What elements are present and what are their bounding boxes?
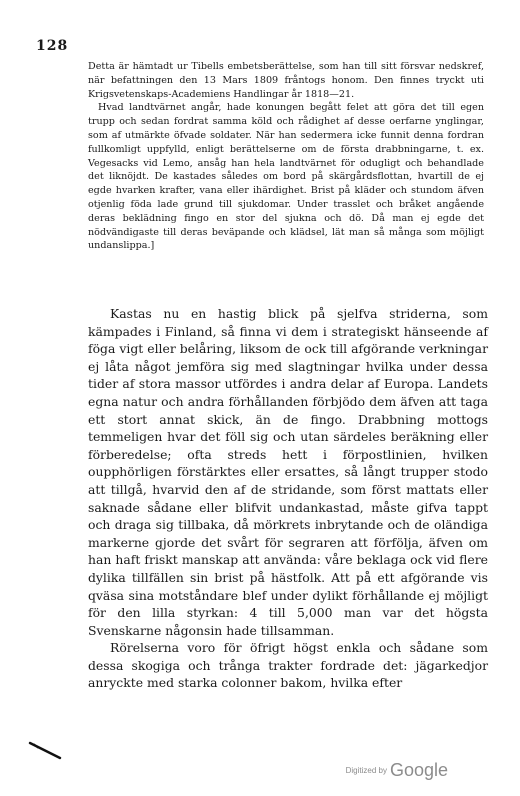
body-paragraph: Rörelserna voro för öfrigt högst enkla och sådane som dessa skogiga och trånga trakter fordrade det: jägarkedjor anryckte med starka colonner bakom, hvilka efter	[88, 640, 488, 691]
body-paragraph: Kastas nu en hastig blick på sjelfva striderna, som kämpades i Finland, så finna vi dem i strategiskt hänseende af föga vigt eller belåring, liksom de ock till afgörande verkningar ej låta något jemföra sig med slagtningar hvilka under dessa tider af stora massor utfördes i andra delar af Europa. Landets egna natur och andra förhållanden förbjödo dem äfven att taga ett stort annat skick, än de fingo. Drabbning mottogs temmeligen hvar det föll sig och utan särdeles beräkning eller förberedelse; ofta streds hett i förpostlinien, hvilken oupphörligen förstärktes eller ersattes, så långt trupper stodo att tillgå, hvarvid den af de stridande, som först mattats eller saknade sådane eller blifvit undankastad, måste gifva tappt och draga sig tillbaka, då mörkrets inbrytande och de oländiga markerne gjorde det svårt för segraren att förfölja, äfven om han haft friskt manskap att använda: våre beklaga ock vid flere dylika tillfällen sin brist på hästfolk. Att på ett afgörande vis qväsa sina motståndare blef under dylikt förhållande ej möjligt för den lilla styrkan: 4 till 5,000 man var det högsta Svenskarne någonsin hade tillsamman.	[88, 306, 488, 638]
body-text	[88, 305, 488, 692]
footnote-paragraph: Hvad landtvärnet angår, hade konungen begått felet att göra det till egen trupp och sedan fordrat samma köld och rådighet af desse oerfarne ynglingar, som af utmärkte öfvade soldater. När han sedermera icke funnit denna fordran fullkomligt uppfylld, enligt berättelserne om de första drabbningarne, t. ex. Vegesacks vid Lemo, ansåg han hela landtvärnet för odugligt och behandlade det liknöjdt. De kastades således om bord på skärgårdsflottan, hvartill de ej egde hvarken krafter, vana eller ihärdighet. Brist på kläder och stundom äfven otjenlig föda lade grund till sjukdomar. Under trasslet och bråket angående deras beklädning fingo en stor del sjukna och dö. Då man ej egde det nödvändigaste till deras beväpande och klädsel, lät man så många som möjligt undanslippa.]	[88, 102, 484, 252]
digitized-watermark	[346, 760, 448, 781]
footnote-paragraph: Detta är hämtadt ur Tibells embetsberättelse, som han till sitt försvar nedskref, när befattningen den 13 Mars 1809 fråntogs honom. Den finnes tryckt uti Krigsvetenskaps-Academiens Handlingar år 1818—21.	[88, 61, 484, 100]
footnote	[88, 60, 484, 253]
digitized-by-label: Digitized by	[345, 766, 387, 775]
ink-mark-icon	[28, 740, 62, 760]
google-logo: Google	[389, 760, 448, 780]
page-number: 128	[36, 38, 69, 54]
